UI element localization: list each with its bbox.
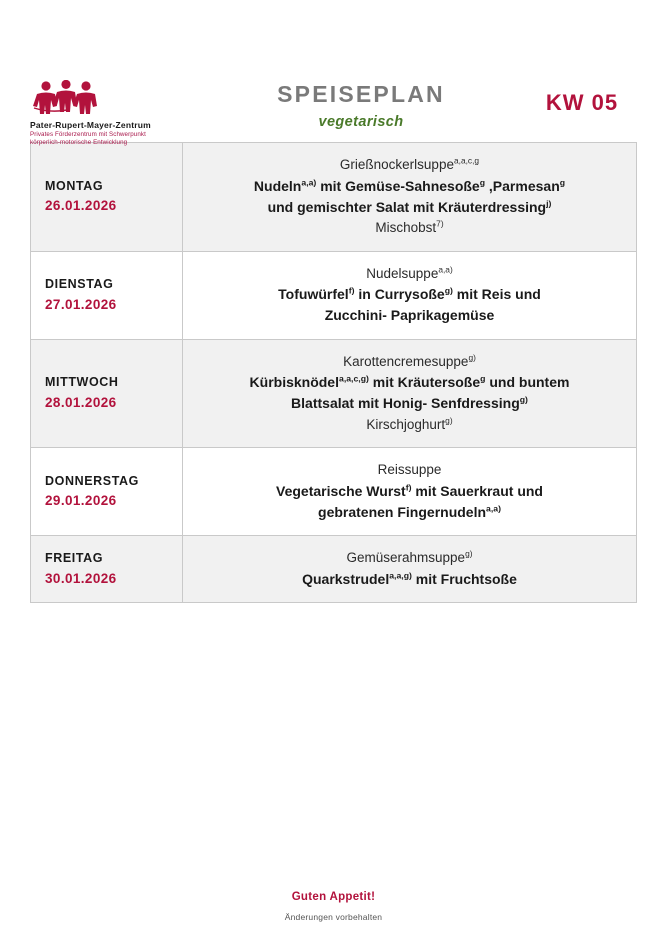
allergen-marker: g <box>479 176 486 187</box>
day-date: 28.01.2026 <box>45 394 117 410</box>
meal-line-main: Blattsalat mit Honig- Senfdressing$^{g)}$ <box>291 394 528 412</box>
allergen-marker: a,a) <box>301 176 317 187</box>
calendar-week-block <box>527 72 637 116</box>
allergen-marker: f) <box>348 285 355 296</box>
organization-subtitle-line2: körperlich-motorische Entwicklung <box>30 139 128 147</box>
page-header <box>0 0 667 147</box>
meal-line-soup: Reissuppe <box>377 462 442 478</box>
table-row <box>31 251 637 339</box>
allergen-marker: g) <box>445 415 453 426</box>
day-name: DIENSTAG <box>45 276 114 291</box>
meal-line-main: und gemischter Salat mit Kräuterdressing$^{j)}$ <box>267 198 552 215</box>
allergen-marker: 7) <box>436 218 444 229</box>
day-date: 26.01.2026 <box>45 198 117 214</box>
allergen-marker: g) <box>465 548 473 559</box>
bon-appetit-message: Guten Appetit! <box>291 891 376 903</box>
allergen-marker: g) <box>444 285 453 296</box>
disclaimer-text: Änderungen vorbehalten <box>284 912 383 922</box>
meal-line-dessert: Mischobst$^{7)}$ <box>375 218 444 236</box>
allergen-marker: g) <box>468 352 476 363</box>
table-row <box>31 143 637 252</box>
day-cell <box>31 339 183 448</box>
day-cell <box>31 251 183 339</box>
weekly-menu-table <box>30 142 637 603</box>
day-name: MONTAG <box>45 178 104 193</box>
allergen-marker: g) <box>519 394 528 405</box>
allergen-marker: f) <box>405 482 412 493</box>
day-name: FREITAG <box>45 550 104 565</box>
allergen-marker: j) <box>546 198 552 209</box>
day-name: MITTWOCH <box>45 375 119 390</box>
title-block <box>205 72 527 130</box>
organization-subtitle-line1: Privates Förderzentrum mit Schwerpunkt <box>30 131 146 138</box>
organization-subtitle <box>30 131 205 148</box>
meal-line-soup: Nudelsuppe$^{a,a)}$ <box>366 264 453 281</box>
table-row <box>31 536 637 603</box>
day-cell <box>31 536 183 603</box>
table-row <box>31 339 637 448</box>
meal-line-main: Tofuwürfel$^{f)}$ in Currysoße$^{g)}$ mit Reis und <box>278 285 541 303</box>
meal-line-soup: Grießnockerlsuppe$^{a,a,c,g}$ <box>339 155 480 172</box>
allergen-marker: g <box>480 373 486 384</box>
meal-cell <box>183 143 637 252</box>
meal-line-main: gebratenen Fingernudeln$^{a,a)}$ <box>318 503 501 520</box>
organization-logo <box>30 72 205 148</box>
meal-line-soup: Karottencremesuppe$^{g)}$ <box>343 352 476 369</box>
allergen-marker: g <box>559 176 566 187</box>
meal-line-main: Kürbisknödel$^{a,a,c,g)}$ mit Kräutersoße$^g$ und buntem <box>249 373 570 391</box>
meal-cell <box>183 251 637 339</box>
page-footer <box>0 891 667 922</box>
organization-name: Pater-Rupert-Mayer-Zentrum <box>30 120 151 130</box>
allergen-marker: a,a) <box>486 503 501 514</box>
day-date: 29.01.2026 <box>45 493 117 509</box>
meal-cell <box>183 536 637 603</box>
meal-line-main: Zucchini- Paprikagemüse <box>324 307 495 324</box>
menu-table-body <box>31 143 637 603</box>
day-date: 30.01.2026 <box>45 570 117 586</box>
meal-line-soup: Gemüserahmsuppe$^{g)}$ <box>346 548 473 566</box>
page-subtitle: vegetarisch <box>318 114 404 131</box>
allergen-marker: a,a) <box>438 264 453 275</box>
day-name: DONNERSTAG <box>45 473 139 488</box>
meal-cell <box>183 339 637 448</box>
meal-line-main: Quarkstrudel$^{a,a,g)}$ mit Fruchtsoße <box>302 570 517 587</box>
meal-line-main: Vegetarische Wurst$^{f)}$ mit Sauerkraut und <box>276 482 543 499</box>
table-row <box>31 448 637 536</box>
day-date: 27.01.2026 <box>45 296 117 312</box>
allergen-marker: a,a,c,g) <box>339 373 369 384</box>
allergen-marker: a,a,c,g <box>453 155 480 166</box>
meal-cell <box>183 448 637 536</box>
page-title: SPEISEPLAN <box>277 81 445 107</box>
calendar-week-label: KW 05 <box>545 90 619 115</box>
three-children-figures-icon <box>32 80 102 118</box>
day-cell <box>31 143 183 252</box>
allergen-marker: a,a,g) <box>389 570 412 581</box>
meal-line-main: Nudeln$^{a,a)}$ mit Gemüse-Sahnesoße$^g$ ,Parmesan$^g$ <box>253 176 566 194</box>
meal-line-dessert: Kirschjoghurt$^{g)}$ <box>366 415 453 432</box>
day-cell <box>31 448 183 536</box>
